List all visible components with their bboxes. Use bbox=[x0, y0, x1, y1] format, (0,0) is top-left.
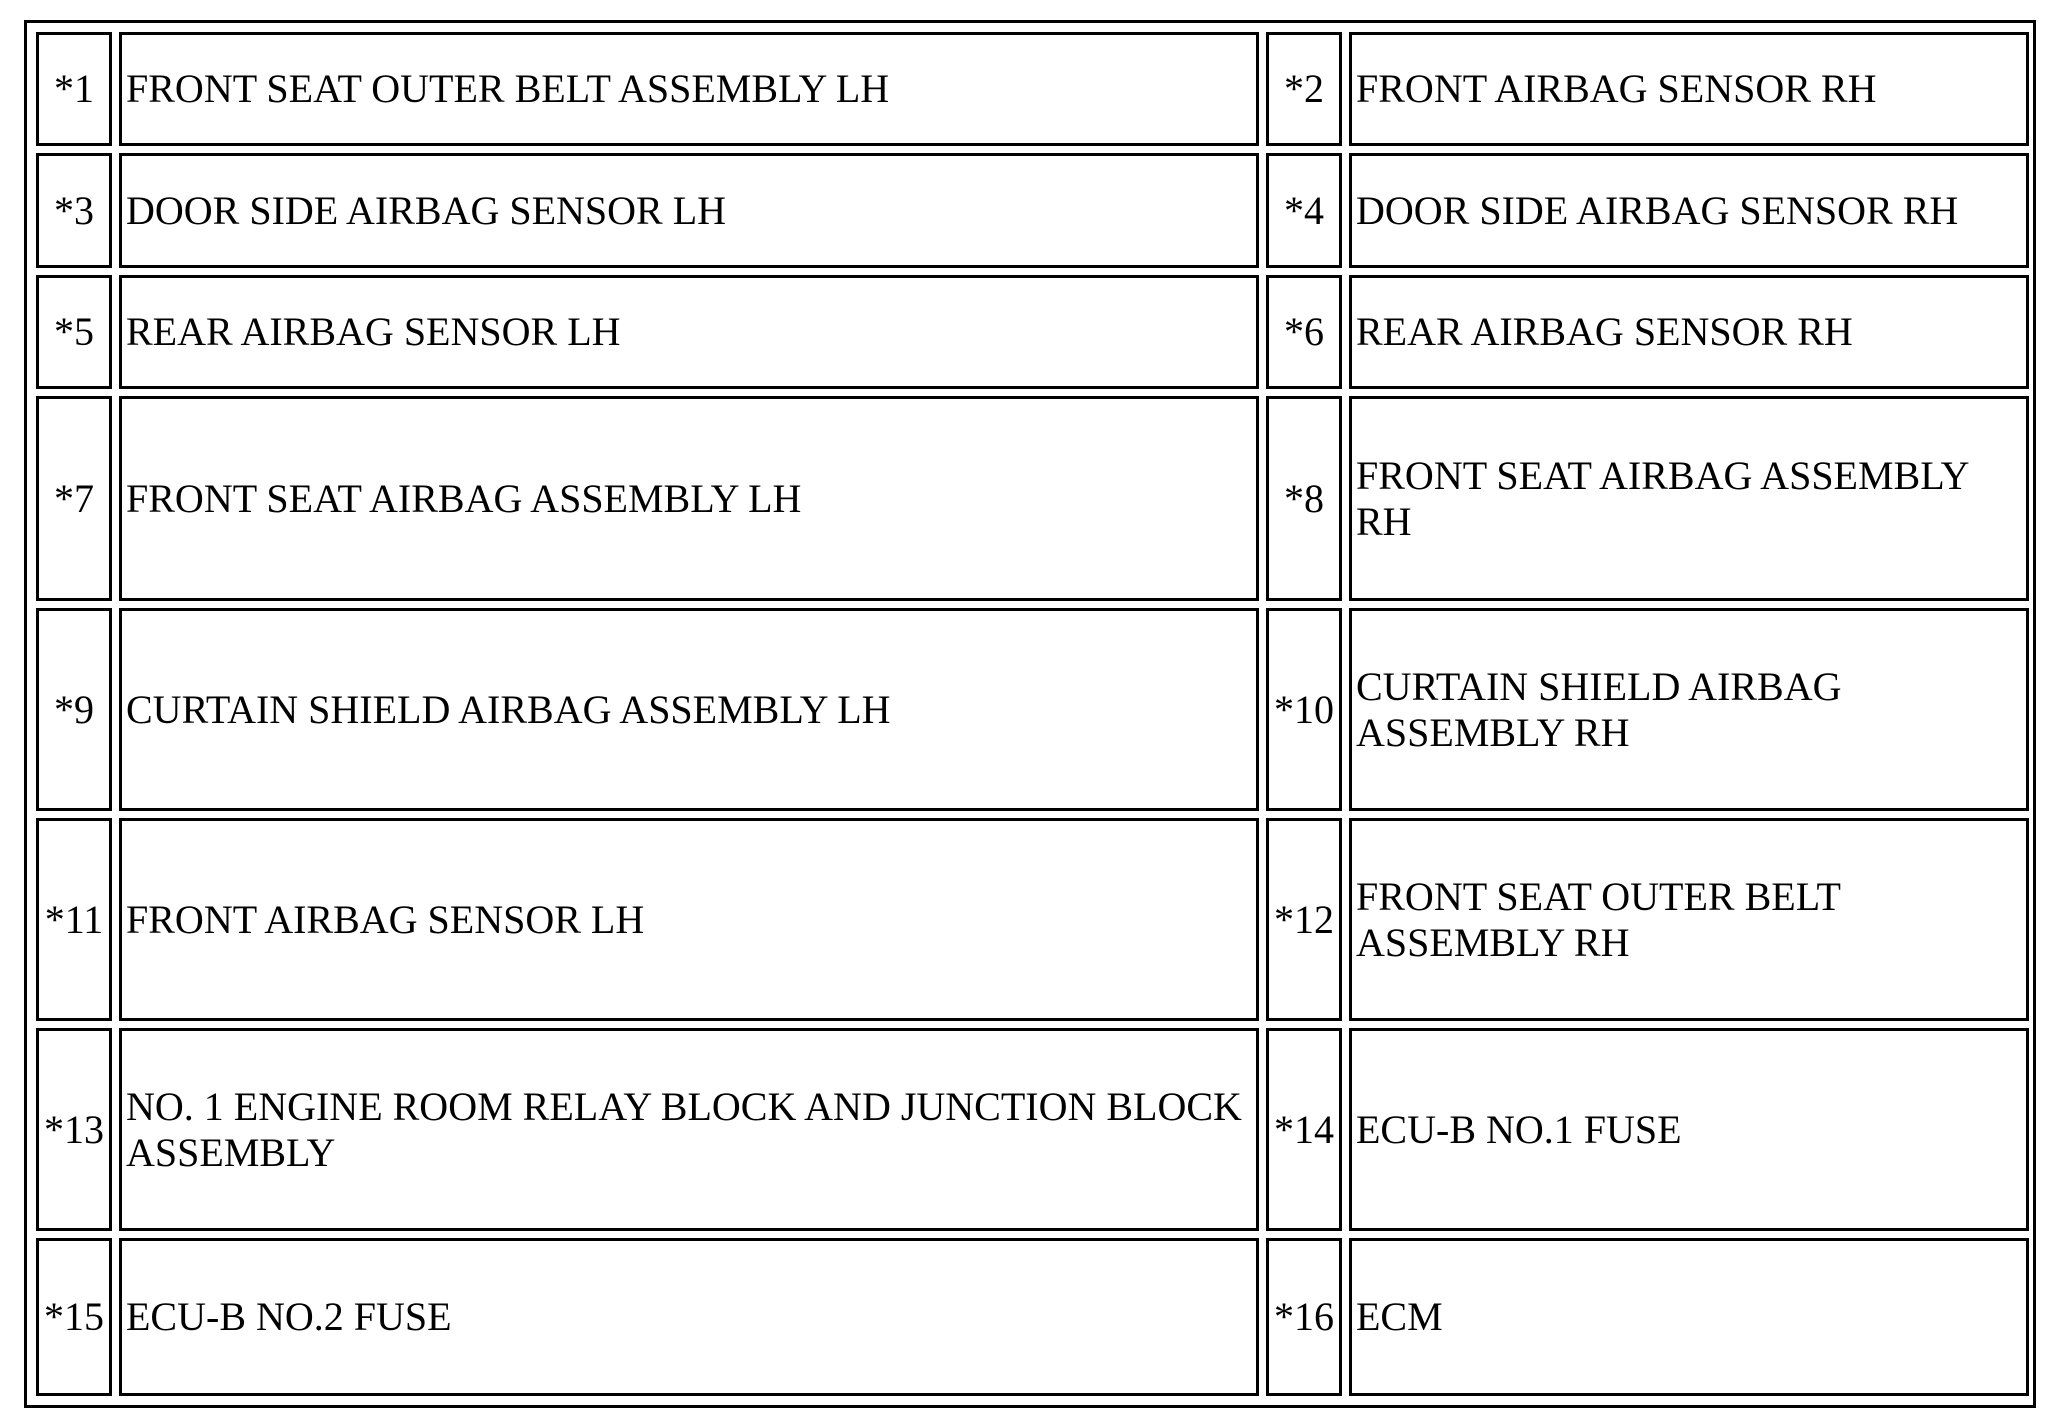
legend-row bbox=[36, 818, 2029, 1021]
component-name: ECU-B NO.1 FUSE bbox=[1349, 1028, 2029, 1231]
legend-row bbox=[36, 32, 2029, 146]
callout-number: *9 bbox=[36, 608, 112, 811]
callout-number: *4 bbox=[1266, 153, 1342, 267]
component-name: FRONT AIRBAG SENSOR RH bbox=[1349, 32, 2029, 146]
component-name: FRONT SEAT OUTER BELT ASSEMBLY RH bbox=[1349, 818, 2029, 1021]
component-name: CURTAIN SHIELD AIRBAG ASSEMBLY LH bbox=[119, 608, 1259, 811]
callout-number: *15 bbox=[36, 1238, 112, 1396]
callout-number: *7 bbox=[36, 396, 112, 601]
callout-number: *12 bbox=[1266, 818, 1342, 1021]
component-name: NO. 1 ENGINE ROOM RELAY BLOCK AND JUNCTION BLOCK ASSEMBLY bbox=[119, 1028, 1259, 1231]
component-name: FRONT SEAT AIRBAG ASSEMBLY LH bbox=[119, 396, 1259, 601]
callout-number: *16 bbox=[1266, 1238, 1342, 1396]
callout-number: *5 bbox=[36, 275, 112, 389]
legend-row bbox=[36, 608, 2029, 811]
legend-row bbox=[36, 275, 2029, 389]
component-name: REAR AIRBAG SENSOR LH bbox=[119, 275, 1259, 389]
component-name: ECU-B NO.2 FUSE bbox=[119, 1238, 1259, 1396]
component-name: FRONT SEAT AIRBAG ASSEMBLY RH bbox=[1349, 396, 2029, 601]
callout-number: *11 bbox=[36, 818, 112, 1021]
callout-number: *1 bbox=[36, 32, 112, 146]
component-legend-table bbox=[29, 25, 2036, 1403]
component-name: FRONT SEAT OUTER BELT ASSEMBLY LH bbox=[119, 32, 1259, 146]
legend-row bbox=[36, 1238, 2029, 1396]
component-name: REAR AIRBAG SENSOR RH bbox=[1349, 275, 2029, 389]
callout-number: *10 bbox=[1266, 608, 1342, 811]
component-name: CURTAIN SHIELD AIRBAG ASSEMBLY RH bbox=[1349, 608, 2029, 811]
legend-row bbox=[36, 1028, 2029, 1231]
callout-number: *13 bbox=[36, 1028, 112, 1231]
component-name: DOOR SIDE AIRBAG SENSOR RH bbox=[1349, 153, 2029, 267]
callout-number: *2 bbox=[1266, 32, 1342, 146]
callout-number: *14 bbox=[1266, 1028, 1342, 1231]
legend-row bbox=[36, 396, 2029, 601]
callout-number: *6 bbox=[1266, 275, 1342, 389]
component-name: DOOR SIDE AIRBAG SENSOR LH bbox=[119, 153, 1259, 267]
component-name: FRONT AIRBAG SENSOR LH bbox=[119, 818, 1259, 1021]
legend-row bbox=[36, 153, 2029, 267]
callout-number: *3 bbox=[36, 153, 112, 267]
component-name: ECM bbox=[1349, 1238, 2029, 1396]
callout-number: *8 bbox=[1266, 396, 1342, 601]
